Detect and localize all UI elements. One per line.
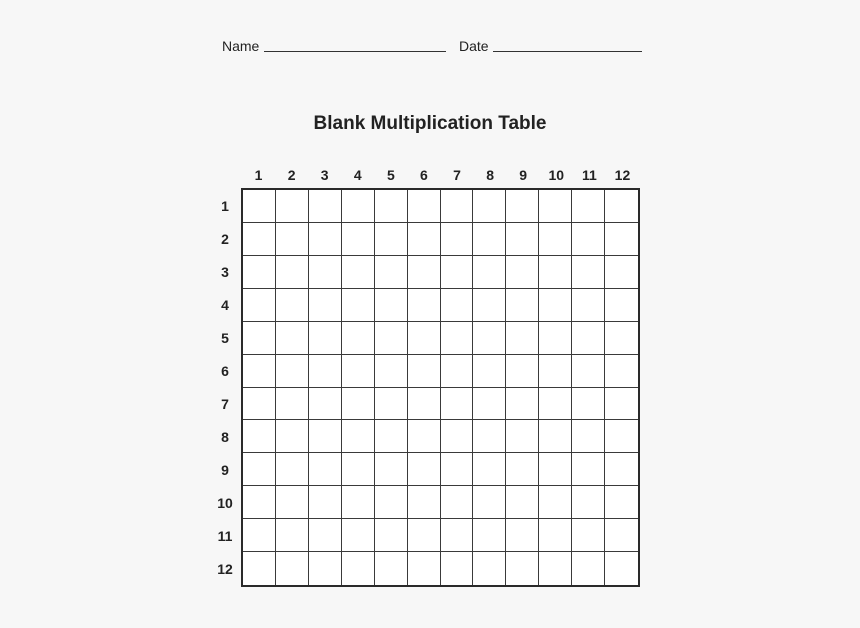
answer-cell[interactable]: [539, 223, 572, 256]
answer-cell[interactable]: [473, 223, 506, 256]
column-header: 5: [386, 167, 395, 183]
answer-cell[interactable]: [342, 322, 375, 355]
answer-cell[interactable]: [309, 420, 342, 453]
answer-cell[interactable]: [342, 355, 375, 388]
answer-cell[interactable]: [539, 486, 572, 519]
answer-cell[interactable]: [473, 289, 506, 322]
name-field[interactable]: [264, 51, 446, 52]
answer-cell[interactable]: [506, 420, 539, 453]
answer-cell[interactable]: [441, 453, 474, 486]
answer-cell[interactable]: [506, 322, 539, 355]
answer-cell[interactable]: [408, 420, 441, 453]
row-header: 3: [221, 263, 229, 280]
answer-cell[interactable]: [276, 355, 309, 388]
answer-cell[interactable]: [605, 355, 638, 388]
answer-cell[interactable]: [243, 552, 276, 585]
column-header: 12: [614, 167, 631, 183]
answer-cell[interactable]: [408, 223, 441, 256]
answer-cell[interactable]: [506, 486, 539, 519]
answer-cell[interactable]: [572, 190, 605, 223]
answer-cell[interactable]: [605, 256, 638, 289]
answer-cell[interactable]: [605, 552, 638, 585]
answer-cell[interactable]: [375, 552, 408, 585]
answer-cell[interactable]: [441, 190, 474, 223]
answer-cell[interactable]: [605, 486, 638, 519]
answer-cell[interactable]: [375, 256, 408, 289]
multiplication-grid: [241, 188, 640, 587]
row-header: 2: [221, 230, 229, 247]
answer-cell[interactable]: [276, 388, 309, 421]
answer-cell[interactable]: [506, 256, 539, 289]
column-header: 6: [420, 167, 428, 183]
answer-cell[interactable]: [572, 519, 605, 552]
answer-cell[interactable]: [572, 552, 605, 585]
answer-cell[interactable]: [342, 552, 375, 585]
answer-cell[interactable]: [408, 552, 441, 585]
answer-cell[interactable]: [441, 420, 474, 453]
column-header: 2: [287, 167, 296, 183]
answer-cell[interactable]: [473, 388, 506, 421]
answer-cell[interactable]: [342, 256, 375, 289]
answer-cell[interactable]: [243, 519, 276, 552]
answer-cell[interactable]: [276, 190, 309, 223]
answer-cell[interactable]: [309, 486, 342, 519]
answer-cell[interactable]: [309, 256, 342, 289]
answer-cell[interactable]: [441, 355, 474, 388]
answer-cell[interactable]: [539, 420, 572, 453]
answer-cell[interactable]: [506, 519, 539, 552]
answer-cell[interactable]: [375, 388, 408, 421]
answer-cell[interactable]: [441, 322, 474, 355]
answer-cell[interactable]: [605, 190, 638, 223]
column-header: 9: [519, 167, 528, 183]
answer-cell[interactable]: [473, 355, 506, 388]
answer-cell[interactable]: [276, 289, 309, 322]
answer-cell[interactable]: [309, 552, 342, 585]
answer-cell[interactable]: [342, 519, 375, 552]
answer-cell[interactable]: [539, 519, 572, 552]
column-header: 11: [581, 167, 597, 183]
answer-cell[interactable]: [473, 190, 506, 223]
answer-cell[interactable]: [506, 223, 539, 256]
answer-cell[interactable]: [342, 486, 375, 519]
answer-cell[interactable]: [243, 322, 276, 355]
answer-cell[interactable]: [375, 190, 408, 223]
answer-cell[interactable]: [572, 256, 605, 289]
row-header: 1: [221, 197, 229, 214]
answer-cell[interactable]: [276, 322, 309, 355]
answer-cell[interactable]: [276, 256, 309, 289]
answer-cell[interactable]: [243, 355, 276, 388]
answer-cell[interactable]: [375, 322, 408, 355]
answer-cell[interactable]: [309, 223, 342, 256]
page-title: Blank Multiplication Table: [313, 113, 547, 134]
answer-cell[interactable]: [539, 552, 572, 585]
answer-cell[interactable]: [473, 519, 506, 552]
row-header: 6: [221, 362, 229, 379]
answer-cell[interactable]: [375, 223, 408, 256]
answer-cell[interactable]: [309, 322, 342, 355]
answer-cell[interactable]: [309, 519, 342, 552]
answer-cell[interactable]: [408, 256, 441, 289]
answer-cell[interactable]: [605, 453, 638, 486]
row-header: 9: [221, 462, 229, 479]
answer-cell[interactable]: [441, 289, 474, 322]
answer-cell[interactable]: [506, 190, 539, 223]
answer-cell[interactable]: [243, 256, 276, 289]
answer-cell[interactable]: [342, 289, 375, 322]
answer-cell[interactable]: [276, 453, 309, 486]
answer-cell[interactable]: [309, 355, 342, 388]
answer-cell[interactable]: [441, 486, 474, 519]
date-label: Date: [459, 38, 489, 54]
answer-cell[interactable]: [441, 388, 474, 421]
date-field[interactable]: [493, 51, 642, 52]
row-header: 4: [221, 296, 229, 313]
column-header: 10: [548, 167, 565, 183]
answer-cell[interactable]: [375, 420, 408, 453]
answer-cell[interactable]: [539, 453, 572, 486]
row-header: 12: [217, 561, 233, 578]
answer-cell[interactable]: [276, 420, 309, 453]
answer-cell[interactable]: [605, 322, 638, 355]
column-header: 3: [320, 167, 329, 183]
answer-cell[interactable]: [539, 289, 572, 322]
answer-cell[interactable]: [375, 289, 408, 322]
answer-cell[interactable]: [539, 190, 572, 223]
answer-cell[interactable]: [473, 486, 506, 519]
answer-cell[interactable]: [408, 190, 441, 223]
answer-cell[interactable]: [243, 289, 276, 322]
answer-cell[interactable]: [506, 453, 539, 486]
row-header: 10: [217, 495, 233, 512]
row-header: 5: [221, 329, 229, 346]
answer-cell[interactable]: [572, 289, 605, 322]
answer-cell[interactable]: [243, 388, 276, 421]
answer-cell[interactable]: [539, 322, 572, 355]
answer-cell[interactable]: [375, 453, 408, 486]
answer-cell[interactable]: [309, 388, 342, 421]
answer-cell[interactable]: [441, 223, 474, 256]
answer-cell[interactable]: [342, 453, 375, 486]
answer-cell[interactable]: [441, 552, 474, 585]
answer-cell[interactable]: [539, 256, 572, 289]
row-headers: [210, 189, 240, 586]
row-header: 11: [217, 528, 233, 545]
answer-cell[interactable]: [572, 355, 605, 388]
answer-cell[interactable]: [506, 289, 539, 322]
answer-cell[interactable]: [605, 289, 638, 322]
answer-cell[interactable]: [605, 223, 638, 256]
answer-cell[interactable]: [473, 453, 506, 486]
answer-cell[interactable]: [605, 519, 638, 552]
answer-cell[interactable]: [309, 453, 342, 486]
answer-cell[interactable]: [605, 388, 638, 421]
answer-cell[interactable]: [408, 486, 441, 519]
column-header: 1: [254, 167, 263, 183]
answer-cell[interactable]: [539, 388, 572, 421]
column-headers: [242, 166, 639, 184]
answer-cell[interactable]: [276, 519, 309, 552]
answer-cell[interactable]: [506, 552, 539, 585]
answer-cell[interactable]: [309, 190, 342, 223]
answer-cell[interactable]: [375, 486, 408, 519]
answer-cell[interactable]: [276, 486, 309, 519]
answer-cell[interactable]: [506, 355, 539, 388]
answer-cell[interactable]: [473, 552, 506, 585]
answer-cell[interactable]: [243, 453, 276, 486]
answer-cell[interactable]: [441, 519, 474, 552]
answer-cell[interactable]: [243, 486, 276, 519]
answer-cell[interactable]: [408, 322, 441, 355]
answer-cell[interactable]: [473, 322, 506, 355]
answer-cell[interactable]: [408, 453, 441, 486]
answer-cell[interactable]: [506, 388, 539, 421]
answer-cell[interactable]: [473, 420, 506, 453]
answer-cell[interactable]: [473, 256, 506, 289]
answer-cell[interactable]: [309, 289, 342, 322]
answer-cell[interactable]: [342, 190, 375, 223]
answer-cell[interactable]: [243, 223, 276, 256]
answer-cell[interactable]: [539, 355, 572, 388]
answer-cell[interactable]: [342, 388, 375, 421]
answer-cell[interactable]: [342, 223, 375, 256]
row-header: 8: [221, 429, 229, 446]
answer-cell[interactable]: [408, 388, 441, 421]
answer-cell[interactable]: [276, 223, 309, 256]
answer-cell[interactable]: [572, 388, 605, 421]
answer-cell[interactable]: [572, 420, 605, 453]
answer-cell[interactable]: [605, 420, 638, 453]
column-header: 8: [486, 167, 495, 183]
answer-cell[interactable]: [375, 355, 408, 388]
answer-cell[interactable]: [375, 519, 408, 552]
answer-cell[interactable]: [276, 552, 309, 585]
answer-cell[interactable]: [342, 420, 375, 453]
answer-cell[interactable]: [408, 289, 441, 322]
answer-cell[interactable]: [572, 453, 605, 486]
answer-cell[interactable]: [441, 256, 474, 289]
answer-cell[interactable]: [243, 420, 276, 453]
answer-cell[interactable]: [243, 190, 276, 223]
answer-cell[interactable]: [572, 486, 605, 519]
column-header: 7: [453, 167, 461, 183]
answer-cell[interactable]: [408, 355, 441, 388]
name-label: Name: [222, 38, 260, 54]
answer-cell[interactable]: [572, 223, 605, 256]
answer-cell[interactable]: [572, 322, 605, 355]
row-header: 7: [221, 396, 229, 413]
column-header: 4: [353, 167, 362, 183]
answer-cell[interactable]: [408, 519, 441, 552]
